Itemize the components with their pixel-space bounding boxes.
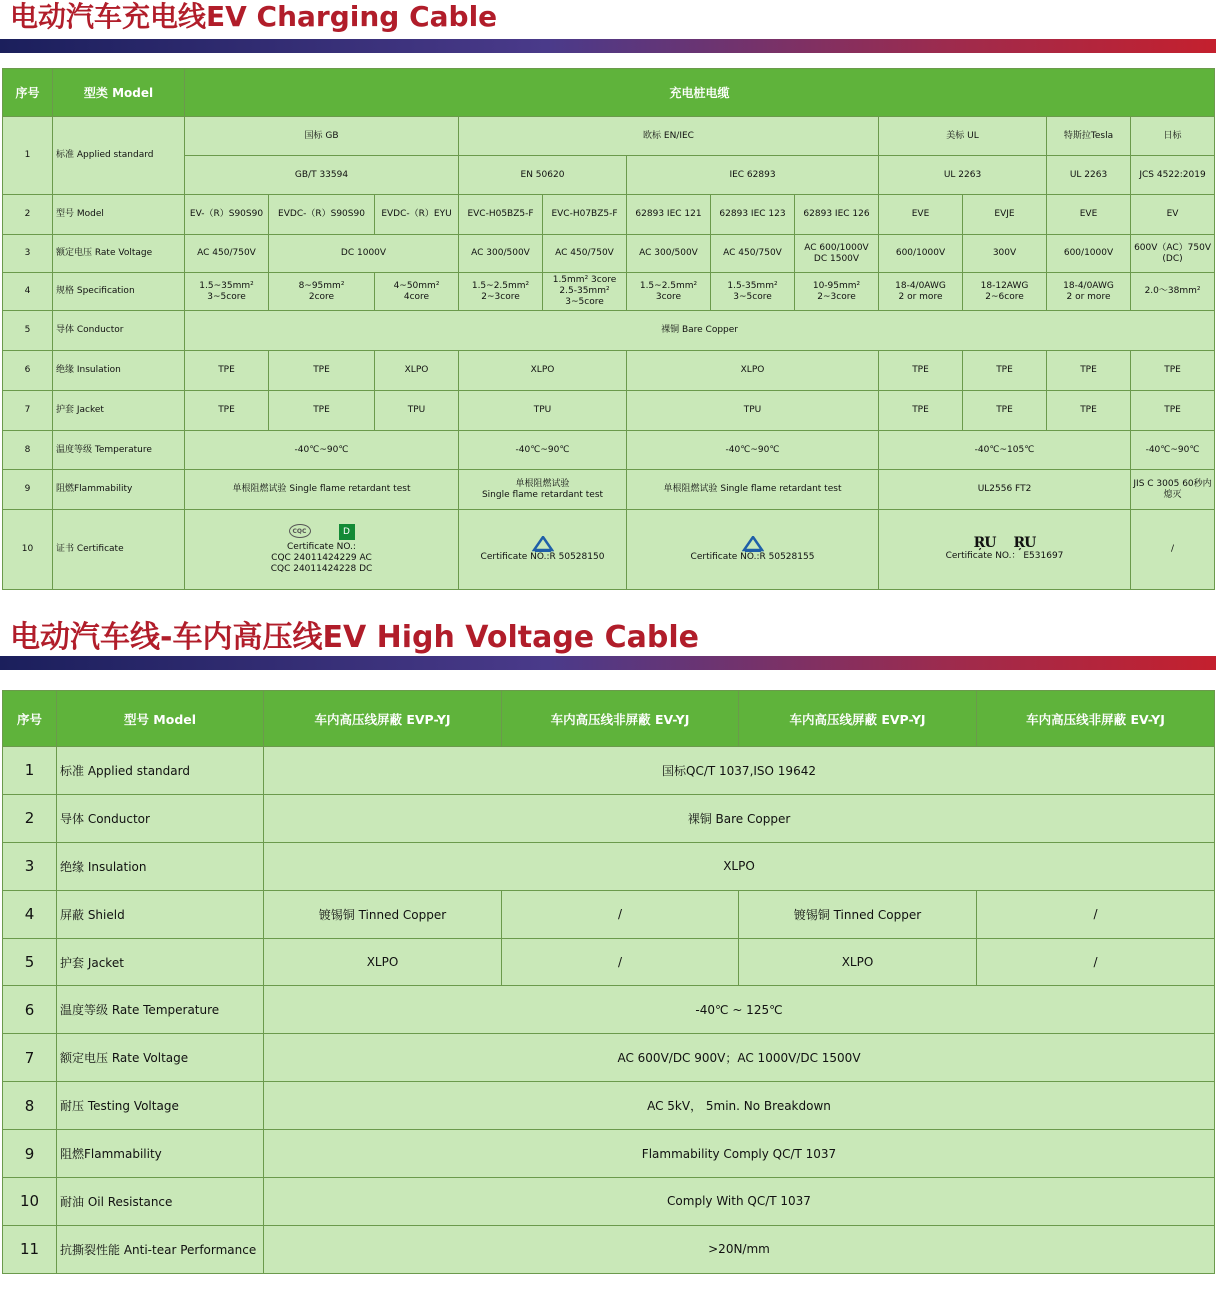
row-number: 7: [3, 1034, 57, 1082]
row-label: 温度等级 Temperature: [53, 431, 185, 470]
certificate-number: Certificate NO.:R 50528150: [480, 552, 605, 562]
model-cell: EV: [1131, 195, 1215, 235]
model-cell: EVE: [879, 195, 963, 235]
flammability-cell: 单根阻燃试验 Single flame retardant test: [627, 470, 879, 510]
row-number: 8: [3, 431, 53, 470]
row-label: 绝缘 Insulation: [53, 351, 185, 391]
certificate-jp-cell: /: [1131, 510, 1215, 590]
certificate-iec-cell: [627, 510, 879, 590]
row-number: 6: [3, 351, 53, 391]
high-voltage-cable-table: [2, 690, 1215, 1274]
table-row: [3, 1082, 1215, 1130]
model-cell: EVC-H05BZ5-F: [459, 195, 543, 235]
standard-cell: EN 50620: [459, 156, 627, 195]
row-number: 1: [3, 747, 57, 795]
standard-cell: UL 2263: [1047, 156, 1131, 195]
row-number: 3: [3, 842, 57, 890]
temperature-cell: -40℃~90℃: [459, 431, 627, 470]
flammability-cell: JIS C 3005 60秒内 熄灭: [1131, 470, 1215, 510]
row-value: 裸铜 Bare Copper: [264, 794, 1215, 842]
section2-heading: 电动汽车线-车内高压线EV High Voltage Cable: [10, 620, 699, 655]
row-label: 导体 Conductor: [53, 311, 185, 351]
group-gb: 国标 GB: [185, 117, 459, 156]
row-label: 证书 Certificate: [53, 510, 185, 590]
header-model: 型号 Model: [57, 691, 264, 747]
spec-cell: 18-4/0AWG 2 or more: [1047, 273, 1131, 311]
group-ul: 美标 UL: [879, 117, 1047, 156]
table-row: [3, 1225, 1215, 1273]
spec-cell: 18-12AWG 2~6core: [963, 273, 1047, 311]
spec-cell: 1.5~2.5mm² 3core: [627, 273, 711, 311]
insulation-cell: XLPO: [459, 351, 627, 391]
row-number: 8: [3, 1082, 57, 1130]
insulation-cell: TPE: [185, 351, 269, 391]
temperature-cell: -40℃~90℃: [185, 431, 459, 470]
jacket-cell: TPU: [375, 391, 459, 431]
row-value: XLPO: [264, 938, 502, 986]
voltage-cell: DC 1000V: [269, 235, 459, 273]
temperature-cell: -40℃~105℃: [879, 431, 1131, 470]
jacket-cell: TPE: [879, 391, 963, 431]
voltage-cell: AC 600/1000V DC 1500V: [795, 235, 879, 273]
insulation-cell: TPE: [1047, 351, 1131, 391]
header-col: 车内高压线非屏蔽 EV-YJ: [977, 691, 1215, 747]
conductor-cell: 裸铜 Bare Copper: [185, 311, 1215, 351]
voltage-cell: AC 450/750V: [185, 235, 269, 273]
table-row: [3, 890, 1215, 938]
jacket-cell: TPE: [269, 391, 375, 431]
spec-cell: 1.5~35mm² 3~5core: [185, 273, 269, 311]
row-label: 绝缘 Insulation: [57, 842, 264, 890]
row-number: 4: [3, 273, 53, 311]
row-value: -40℃ ~ 125℃: [264, 986, 1215, 1034]
table-row: [3, 938, 1215, 986]
table-row: [3, 1130, 1215, 1178]
charging-cable-table: [2, 68, 1215, 590]
temperature-cell: -40℃~90℃: [627, 431, 879, 470]
cqc-logo-icon: CQC: [289, 524, 311, 538]
row-label: 屏蔽 Shield: [57, 890, 264, 938]
row-number: 3: [3, 235, 53, 273]
row-number: 2: [3, 195, 53, 235]
header-no: 序号: [3, 69, 53, 117]
table-row: [3, 1178, 1215, 1226]
flammability-cell: UL2556 FT2: [879, 470, 1131, 510]
row-number: 10: [3, 1178, 57, 1226]
insulation-cell: XLPO: [627, 351, 879, 391]
voltage-cell: 600/1000V: [879, 235, 963, 273]
table-row: [3, 747, 1215, 795]
spec-cell: 1.5mm² 3core 2.5-35mm² 3~5core: [543, 273, 627, 311]
table-row: [3, 794, 1215, 842]
table-row: [3, 986, 1215, 1034]
model-cell: 62893 IEC 126: [795, 195, 879, 235]
voltage-cell: AC 450/750V: [543, 235, 627, 273]
insulation-cell: XLPO: [375, 351, 459, 391]
certificate-gb-cell: [185, 510, 459, 590]
row-value: 国标QC/T 1037,ISO 19642: [264, 747, 1215, 795]
certificate-number: Certificate NO.:R 50528155: [690, 552, 815, 562]
row-value: /: [502, 890, 739, 938]
row-label: 标准 Applied standard: [53, 117, 185, 195]
row-label: 温度等级 Rate Temperature: [57, 986, 264, 1034]
model-cell: 62893 IEC 123: [711, 195, 795, 235]
model-cell: EVE: [1047, 195, 1131, 235]
gradient-divider: [0, 39, 1216, 53]
gradient-divider: [0, 656, 1216, 670]
spec-cell: 4~50mm² 4core: [375, 273, 459, 311]
header-charging-pile-cable: 充电桩电缆: [185, 69, 1215, 117]
row-label: 抗撕裂性能 Anti-tear Performance: [57, 1225, 264, 1273]
group-jp: 日标: [1131, 117, 1215, 156]
standard-cell: JCS 4522:2019: [1131, 156, 1215, 195]
row-label: 型号 Model: [53, 195, 185, 235]
row-number: 5: [3, 938, 57, 986]
insulation-cell: TPE: [269, 351, 375, 391]
header-col: 车内高压线非屏蔽 EV-YJ: [502, 691, 739, 747]
jacket-cell: TPE: [1131, 391, 1215, 431]
spec-cell: 1.5~2.5mm² 2~3core: [459, 273, 543, 311]
row-label: 规格 Specification: [53, 273, 185, 311]
row-number: 2: [3, 794, 57, 842]
model-cell: EVDC-（R）S90S90: [269, 195, 375, 235]
standard-cell: IEC 62893: [627, 156, 879, 195]
insulation-cell: TPE: [963, 351, 1047, 391]
header-model: 型类 Model: [53, 69, 185, 117]
row-label: 护套 Jacket: [53, 391, 185, 431]
jacket-cell: TPE: [185, 391, 269, 431]
spec-cell: 18-4/0AWG 2 or more: [879, 273, 963, 311]
voltage-cell: 600V（AC）750V (DC): [1131, 235, 1215, 273]
certificate-en-cell: [459, 510, 627, 590]
row-label: 护套 Jacket: [57, 938, 264, 986]
ul-recognized-logo-icon: ŖU: [1013, 534, 1036, 551]
row-value: AC 5kV， 5min. No Breakdown: [264, 1082, 1215, 1130]
row-value: 镀锡铜 Tinned Copper: [264, 890, 502, 938]
row-label: 额定电压 Rate Voltage: [53, 235, 185, 273]
model-cell: EVJE: [963, 195, 1047, 235]
row-label: 额定电压 Rate Voltage: [57, 1034, 264, 1082]
voltage-cell: 300V: [963, 235, 1047, 273]
insulation-cell: TPE: [1131, 351, 1215, 391]
row-number: 7: [3, 391, 53, 431]
group-tesla: 特斯拉Tesla: [1047, 117, 1131, 156]
model-cell: EVC-H07BZ5-F: [543, 195, 627, 235]
spec-cell: 2.0～38mm²: [1131, 273, 1215, 311]
row-value: /: [502, 938, 739, 986]
model-cell: 62893 IEC 121: [627, 195, 711, 235]
insulation-cell: TPE: [879, 351, 963, 391]
row-label: 导体 Conductor: [57, 794, 264, 842]
row-value: >20N/mm: [264, 1225, 1215, 1273]
model-cell: EV-（R）S90S90: [185, 195, 269, 235]
standard-cell: UL 2263: [879, 156, 1047, 195]
row-value: 镀锡铜 Tinned Copper: [739, 890, 977, 938]
voltage-cell: AC 300/500V: [459, 235, 543, 273]
header-col: 车内高压线屏蔽 EVP-YJ: [264, 691, 502, 747]
row-value: /: [977, 890, 1215, 938]
row-value: XLPO: [739, 938, 977, 986]
jacket-cell: TPU: [459, 391, 627, 431]
tuv-logo-icon: [742, 536, 764, 552]
row-number: 1: [3, 117, 53, 195]
row-value: /: [977, 938, 1215, 986]
row-number: 5: [3, 311, 53, 351]
row-number: 10: [3, 510, 53, 590]
flammability-cell: 单根阻燃试验 Single flame retardant test: [185, 470, 459, 510]
model-cell: EVDC-（R）EYU: [375, 195, 459, 235]
spec-cell: 1.5-35mm² 3~5core: [711, 273, 795, 311]
group-en-iec: 欧标 EN/IEC: [459, 117, 879, 156]
row-label: 耐油 Oil Resistance: [57, 1178, 264, 1226]
certificate-number: Certificate NO.: CQC 24011424229 AC CQC 24011424228 DC: [270, 542, 373, 574]
tuv-logo-icon: [532, 536, 554, 552]
temperature-cell: -40℃~90℃: [1131, 431, 1215, 470]
jacket-cell: TPU: [627, 391, 879, 431]
row-number: 11: [3, 1225, 57, 1273]
header-col: 车内高压线屏蔽 EVP-YJ: [739, 691, 977, 747]
row-value: Flammability Comply QC/T 1037: [264, 1130, 1215, 1178]
table-row: [3, 1034, 1215, 1082]
row-number: 9: [3, 1130, 57, 1178]
row-value: AC 600V/DC 900V；AC 1000V/DC 1500V: [264, 1034, 1215, 1082]
section1-heading: 电动汽车充电线EV Charging Cable: [10, 0, 498, 33]
spec-cell: 10-95mm² 2~3core: [795, 273, 879, 311]
ul-logo-icon: ŖU: [973, 534, 996, 551]
header-no: 序号: [3, 691, 57, 747]
standard-cell: GB/T 33594: [185, 156, 459, 195]
voltage-cell: 600/1000V: [1047, 235, 1131, 273]
row-value: XLPO: [264, 842, 1215, 890]
jacket-cell: TPE: [1047, 391, 1131, 431]
row-label: 阻燃Flammability: [57, 1130, 264, 1178]
row-label: 标准 Applied standard: [57, 747, 264, 795]
row-value: Comply With QC/T 1037: [264, 1178, 1215, 1226]
jacket-cell: TPE: [963, 391, 1047, 431]
row-number: 9: [3, 470, 53, 510]
certificate-ul-cell: [879, 510, 1131, 590]
table-row: [3, 842, 1215, 890]
row-number: 6: [3, 986, 57, 1034]
flammability-cell: 单根阻燃试验 Single flame retardant test: [459, 470, 627, 510]
voltage-cell: AC 450/750V: [711, 235, 795, 273]
row-number: 4: [3, 890, 57, 938]
voltage-cell: AC 300/500V: [627, 235, 711, 273]
spec-cell: 8~95mm² 2core: [269, 273, 375, 311]
certificate-number: Certificate NO.： E531697: [945, 550, 1064, 561]
row-label: 耐压 Testing Voltage: [57, 1082, 264, 1130]
row-label: 阻燃Flammability: [53, 470, 185, 510]
dekra-logo-icon: D: [339, 524, 355, 540]
